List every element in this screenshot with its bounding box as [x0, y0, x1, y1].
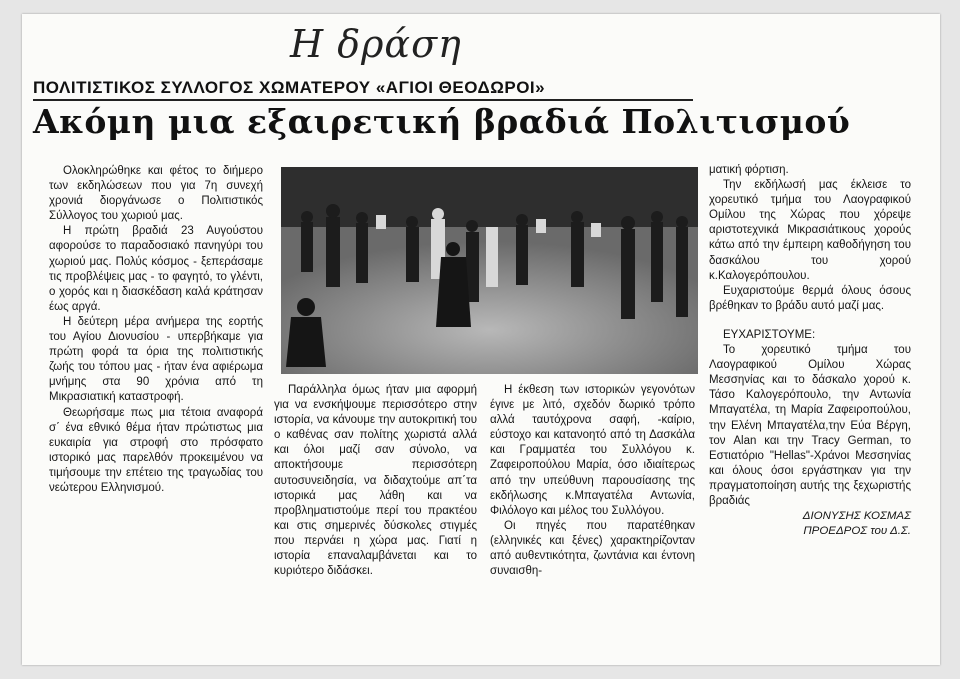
paragraph: Η πρώτη βραδιά 23 Αυγούστου αφορούσε το παραδοσιακό πανηγύρι του χωριού μας. Πολύς κόσμος - ξεπεράσαμε τις προβλέψεις μας - το φαγητό, το γλέντι, ο χορός και η διασκέδαση καλά κράτησαν έως αργά.: [49, 225, 263, 313]
thanks-heading: ΕΥΧΑΡΙΣΤΟΥΜΕ:: [723, 328, 816, 341]
paragraph: Η έκθεση των ιστορικών γεγονότων έγινε με λιτό, σχεδόν δωρικό τρόπο αλλά ταυτόχρονα σαφή, -καίριο, εύστοχο και κατανοητό από τη Δασκάλα και Γραμματέα του Συλλόγου κ. Ζαφειροπούλου Μαρία, όσο ιδιαίτερως από την υπεύθυνη παρουσίασης της εκδήλωσης κ.Μπαγατέλα Αντωνία, Φιλόλογο και μέλος του Συλλόγου.: [490, 384, 695, 517]
thanks-paragraph: Το χορευτικό τμήμα του Λαογραφικού Ομίλου Χώρας Μεσσηνίας και το δάσκαλο χορού κ. Τάσο Καλογερόπουλο, την Αντωνία Μπαγατέλα, τη Μαρία Ζαφειροπούλου, την Ελένη Μπαγατέλα,την Εύα Βέργη, τον Alan και την Tracy German, το Εστιατόριο "Hellas"-Χράνοι Μεσσηνίας και όλους όσοι εργάστηκαν για την πραγματοποίηση αυτής της ξεχωριστής βραδιάς: [709, 344, 911, 507]
paragraph: Παράλληλα όμως ήταν μια αφορμή για να ενσκήψουμε περισσότερο στην ιστορία, να κάνουμε την αυτοκριτική του ο καθένας σαν πολίτης χωριστά αλλά και όλοι μαζί σαν σύνολο, να αποκτήσουμε περισσότερη αυτοσυνειδησία, να διδαχτούμε απ΄τα ιστορικά μας λάθη και να προβληματιστούμε περί του πρακτέου και στις σημερινές δύσκολες στιγμές που περνάει η χώρα μας. Γιατί η ιστορία επαναλαμβάνεται και το κυριότερο διδάσκει.: [274, 384, 477, 578]
paragraph: Οι πηγές που παρατέθηκαν (ελληνικές και ξένες) χαρακτηρίζονταν από αυθεντικότητα, ζωντάνια και έντονη συναισθη-: [490, 519, 695, 578]
signature-title: ΠΡΟΕΔΡΟΣ του Δ.Σ.: [803, 525, 911, 538]
signature: [709, 509, 911, 539]
paragraph: Η δεύτερη μέρα ανήμερα της εορτής του Αγίου Διονυσίου - υπερβήκαμε για πρώτη φορά τα όρια της πολιτιστικής ζωής του τόπου μας - ήταν ένα αφιέρωμα μνήμης στα 90 χρόνια από τη Μικρασιατική καταστροφή.: [49, 315, 263, 404]
column-3: [490, 383, 695, 579]
paragraph: Θεωρήσαμε πως μια τέτοια αναφορά σ΄ ένα εθνικό θέμα ήταν πρώτιστως μια ευκαιρία για στροφή στο πρόσφατο ιστορικό μας παρελθόν προκειμένου να τιμήσουμε την επέτειο της τραγωδίας του νεώτερου Ελληνισμού.: [49, 406, 263, 494]
paragraph-continuation: ματική φόρτιση.: [709, 164, 789, 176]
column-4: [709, 163, 911, 539]
article-headline: Ακόμη μια εξαιρετική βραδιά Πολιτισμού: [33, 102, 851, 141]
dance-photo: [281, 167, 698, 374]
paragraph: Την εκδήλωσή μας έκλεισε το χορευτικό τμήμα του Λαογραφικού Ομίλου της Χώρας που χόρεψε αριστοτεχνικά Μικρασιάτικους χορούς κάτω από την έμπειρη καθοδήγηση του δασκάλου του χορού κ.Καλογερόπουλου.: [709, 179, 911, 282]
paragraph: Ευχαριστούμε θερμά όλους όσους βρέθηκαν το βράδυ αυτό μαζί μας.: [709, 284, 911, 312]
photo-image: [281, 167, 698, 374]
paragraph: Ολοκληρώθηκε και φέτος το διήμερο των εκδηλώσεων που για 7η συνεχή χρονιά διοργάνωσε ο Πολιτιστικός Σύλλογος του χωριού μας.: [49, 165, 263, 223]
signature-name: ΔΙΟΝΥΣΗΣ ΚΟΣΜΑΣ: [802, 510, 911, 523]
column-2: [274, 383, 477, 579]
column-1: [49, 164, 263, 496]
section-kicker: Η δράση: [290, 22, 462, 66]
article-subhead: ΠΟΛΙΤΙΣΤΙΚΟΣ ΣΥΛΛΟΓΟΣ ΧΩΜΑΤΕΡΟΥ «ΑΓΙΟΙ ΘΕΟΔΩΡΟΙ»: [33, 78, 693, 101]
